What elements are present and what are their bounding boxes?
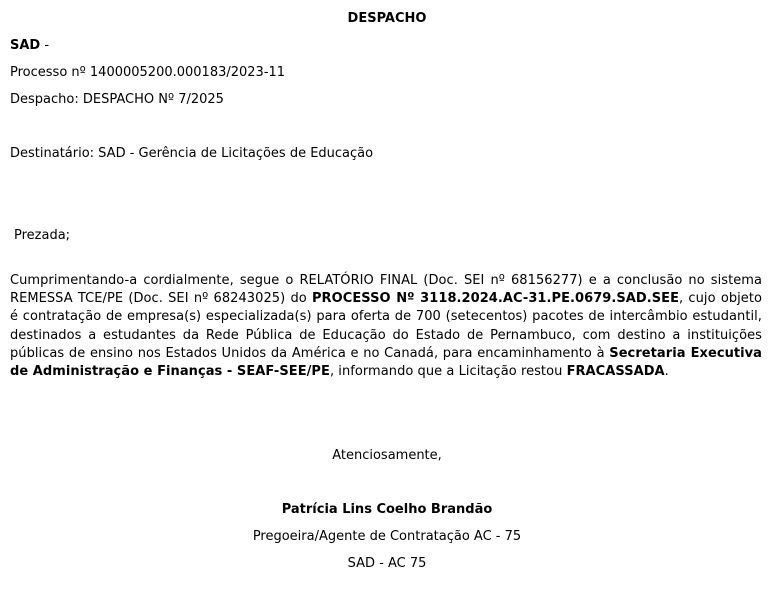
body-part-2: , cujo objeto é contratação de empresa(s) especializada(s) para oferta de 700 (setecentos) pacotes de intercâmbio estudantil, destinados a estudantes da Rede Pública de Educação do Estado de Pernambuco, com destino a instituições públicas de ensino nos Estados Unidos da América e no Canadá, para encaminhamento à xyxy=(10,291,762,361)
document-title xyxy=(0,10,774,28)
secretaria-reference: Secretaria Executiva de Administração e Finanças - SEAF-SEE/PE xyxy=(10,345,762,380)
salutation: Prezada; xyxy=(14,228,71,243)
signature-unit: SAD - AC 75 xyxy=(347,556,427,571)
dispatch-number: Despacho: DESPACHO Nº 7/2025 xyxy=(10,92,224,107)
org-suffix: - xyxy=(40,38,50,53)
document-title-text: DESPACHO xyxy=(347,11,427,26)
recipient-line: Destinatário: SAD - Gerência de Licitações de Educação xyxy=(10,146,374,161)
body-paragraph xyxy=(10,272,762,381)
signature-role: Pregoeira/Agente de Contratação AC - 75 xyxy=(252,529,522,544)
body-part-4: . xyxy=(664,364,669,380)
signature-name xyxy=(0,501,774,519)
bid-result: FRACASSADA xyxy=(566,364,665,380)
body-part-3: , informando que a Licitação restou xyxy=(329,364,567,380)
signature-name-text: Patrícia Lins Coelho Brandão xyxy=(281,502,493,517)
org-line xyxy=(10,37,49,55)
process-number: Processo nº 1400005200.000183/2023-11 xyxy=(10,65,286,80)
org-label: SAD xyxy=(10,38,41,53)
process-reference: PROCESSO Nº 3118.2024.AC-31.PE.0679.SAD.SEE xyxy=(311,291,680,307)
closing: Atenciosamente, xyxy=(332,448,442,463)
body-part-1: Cumprimentando-a cordialmente, segue o RELATÓRIO FINAL (Doc. SEI nº 68156277) e a conclusão no sistema REMESSA TCE/PE (Doc. SEI nº 68243025) do xyxy=(10,273,762,307)
